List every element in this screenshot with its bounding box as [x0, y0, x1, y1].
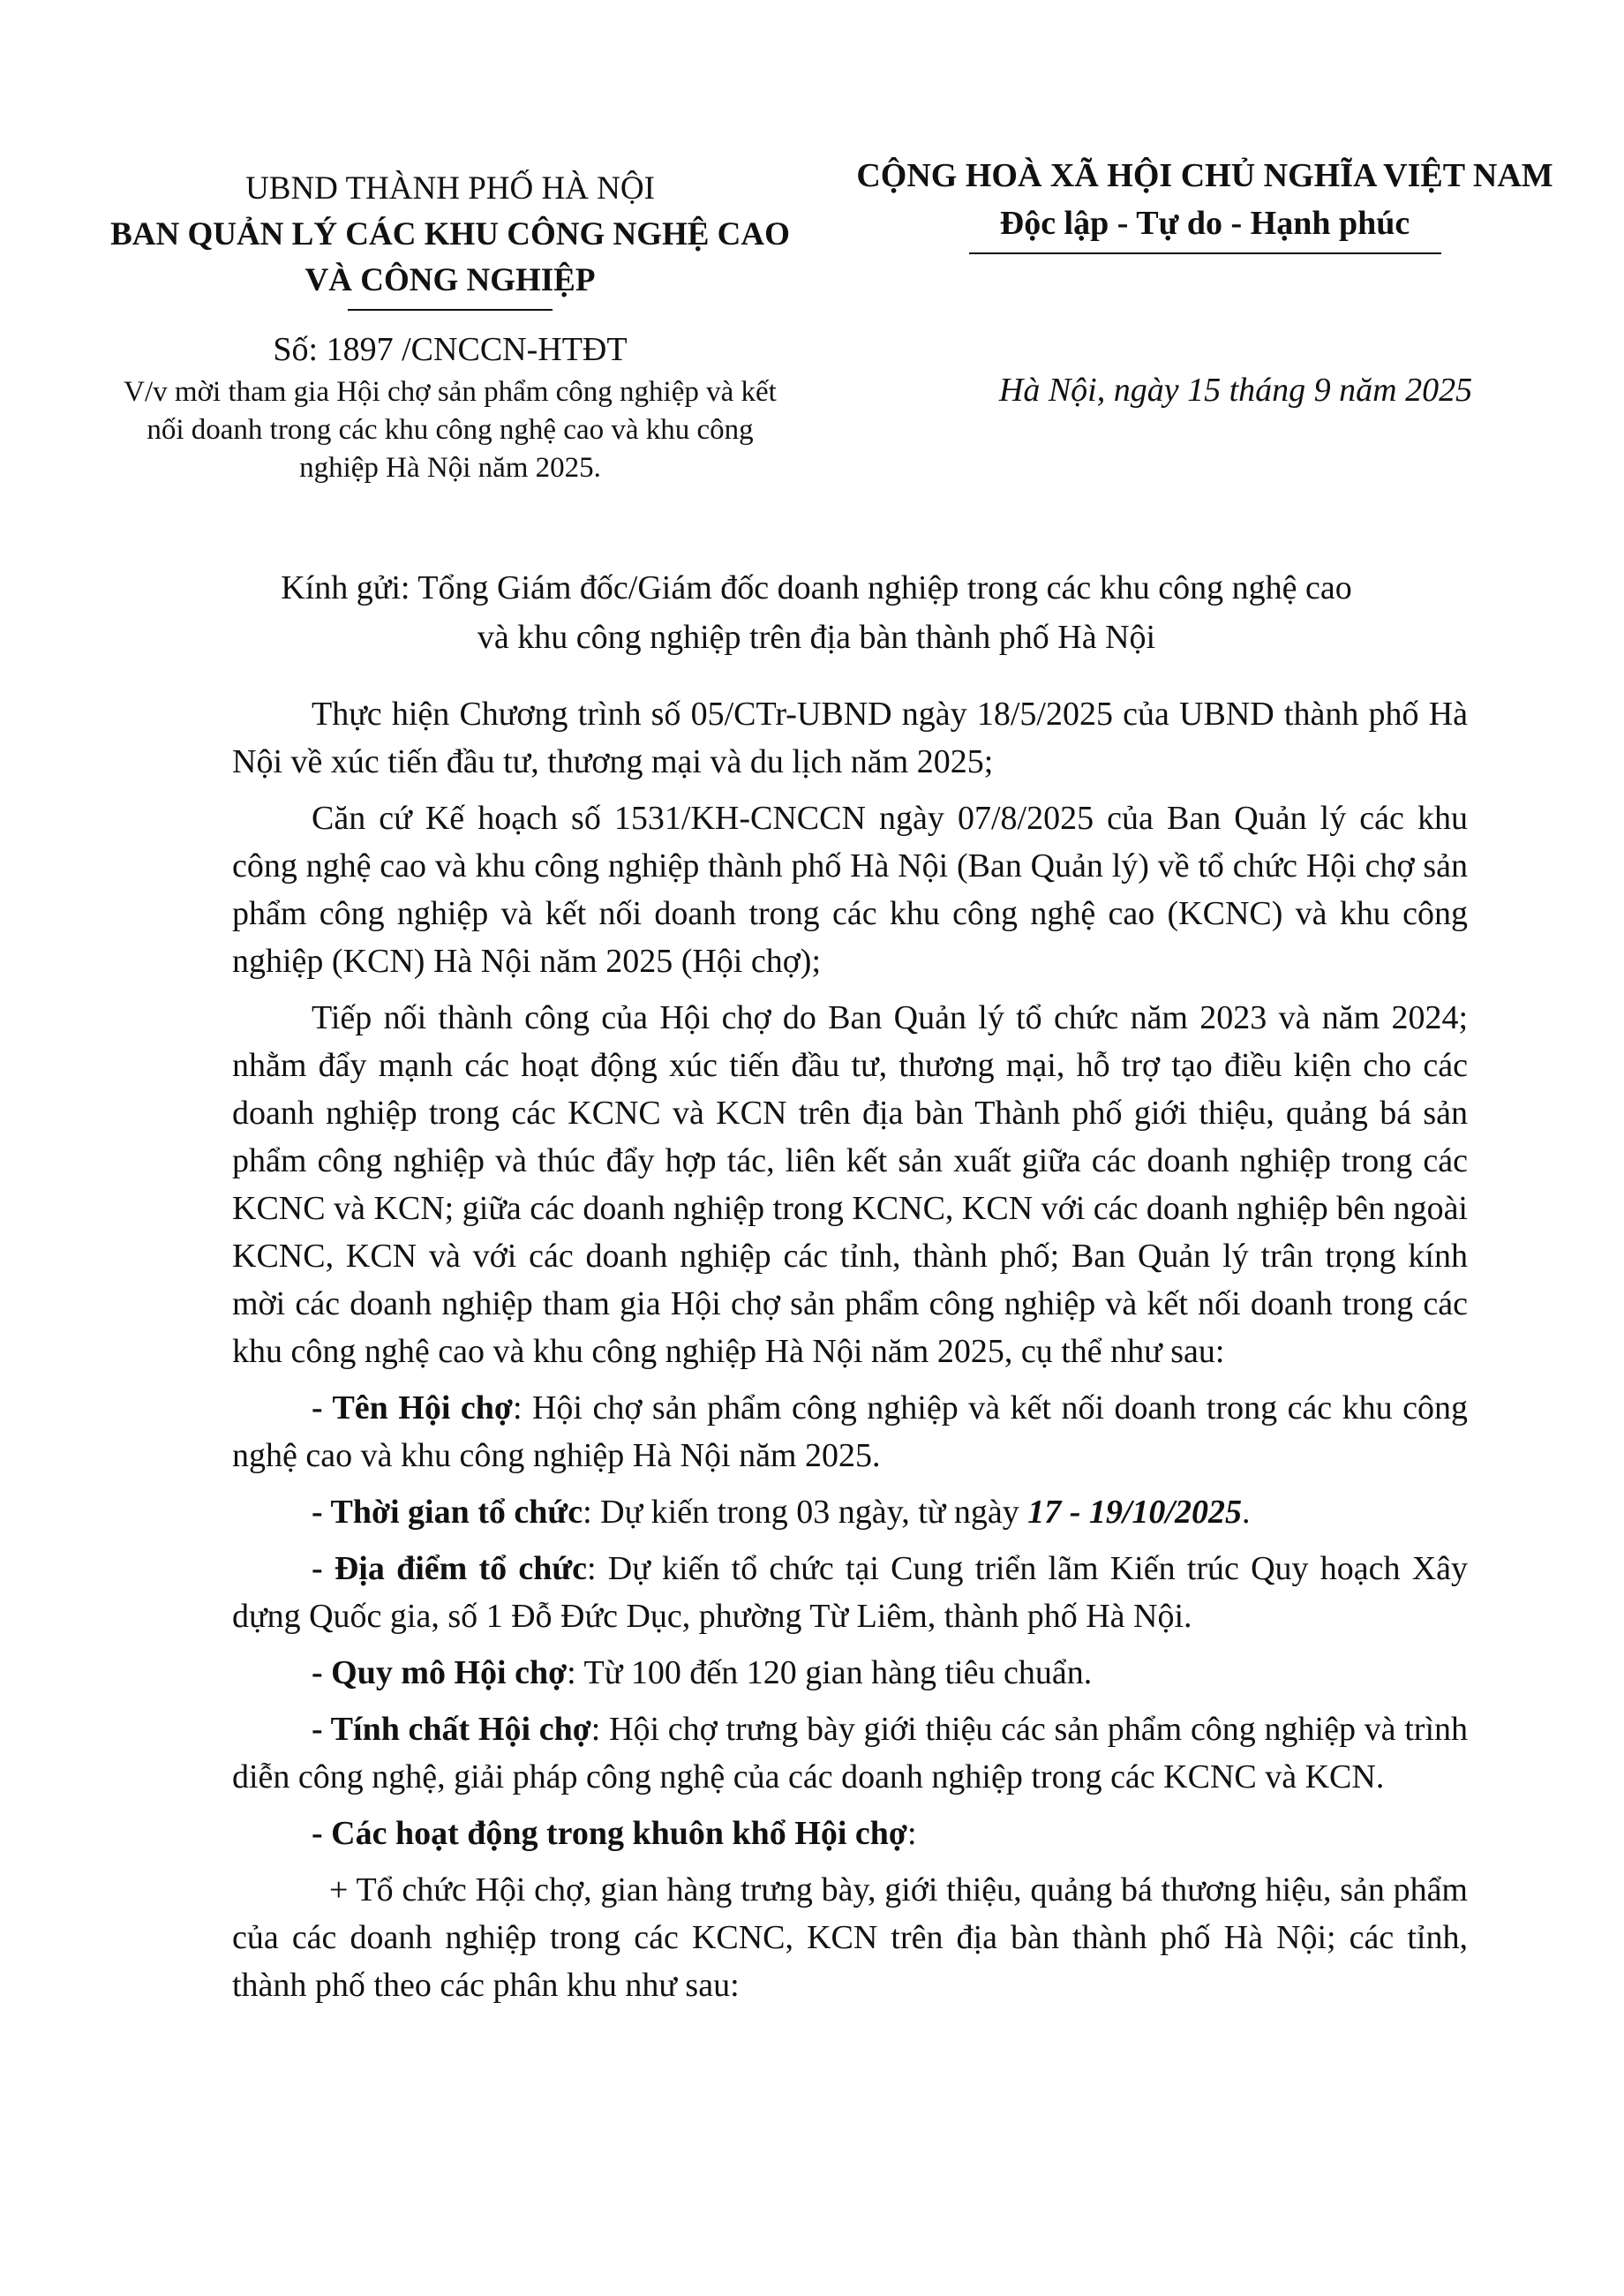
subject-line3: nghiệp Hà Nội năm 2025.: [299, 452, 601, 484]
item-fair-venue: [232, 1545, 1468, 1640]
subject-line2: nối doanh trong các khu công nghệ cao và khu công: [147, 414, 754, 446]
document-number: [71, 327, 830, 373]
item-fair-name: [232, 1384, 1468, 1479]
recipient-line2: và khu công nghiệp trên địa bàn thành phố Hà Nội: [477, 619, 1156, 656]
issuer-name-line2: VÀ CÔNG NGHIỆP: [304, 262, 596, 298]
activity-item-1: + Tổ chức Hội chợ, gian hàng trưng bày, giới thiệu, quảng bá thương hiệu, sản phẩm của các doanh nghiệp trong các KCNC, KCN trên địa bàn thành phố Hà Nội; các tỉnh, thành phố theo các phân khu như sau:: [232, 1871, 1468, 2004]
recipient-line1: Kính gửi: Tổng Giám đốc/Giám đốc doanh nghiệp trong các khu công nghệ cao: [281, 569, 1352, 606]
item-fair-scale: [232, 1649, 1468, 1697]
date-day: 15: [1187, 372, 1222, 409]
date-prefix: Hà Nội, ngày: [998, 372, 1188, 409]
national-header: [816, 152, 1593, 254]
doc-number-prefix: Số:: [273, 331, 327, 368]
paragraph-1: Thực hiện Chương trình số 05/CTr-UBND ngày 18/5/2025 của UBND thành phố Hà Nội về xúc tiến đầu tư, thương mại và du lịch năm 2025;: [232, 696, 1468, 780]
subject-line1: V/v mời tham gia Hội chợ sản phẩm công nghiệp và kết: [124, 376, 777, 408]
issue-date: [918, 371, 1553, 410]
fair-activities-colon: :: [906, 1815, 917, 1852]
fair-venue-label: - Địa điểm tổ chức: [312, 1550, 588, 1587]
fair-nature-value: : Hội chợ trưng bày giới thiệu các sản phẩm công nghiệp và trình diễn công nghệ, giải pháp công nghệ của các doanh nghiệp trong các KCNC và KCN.: [232, 1711, 1468, 1795]
fair-time-end: .: [1242, 1494, 1251, 1531]
fair-time-value: : Dự kiến trong 03 ngày, từ ngày: [583, 1494, 1028, 1531]
doc-number-value: 1897: [326, 331, 394, 368]
fair-nature-label: - Tính chất Hội chợ: [312, 1711, 591, 1748]
fair-name-value: : Hội chợ sản phẩm công nghiệp và kết nối doanh trong các khu công nghệ cao và khu công nghiệp Hà Nội năm 2025.: [232, 1389, 1468, 1474]
motto-underline: [969, 252, 1441, 254]
issuer-block: [71, 166, 830, 486]
item-fair-nature: [232, 1705, 1468, 1801]
fair-venue-value: : Dự kiến tổ chức tại Cung triển lãm Kiến trúc Quy hoạch Xây dựng Quốc gia, số 1 Đỗ Đức Dục, phường Từ Liêm, thành phố Hà Nội.: [232, 1550, 1468, 1635]
item-fair-time: [232, 1488, 1468, 1536]
paragraph-2: Căn cứ Kế hoạch số 1531/KH-CNCCN ngày 07/8/2025 của Ban Quản lý các khu công nghệ cao và khu công nghiệp thành phố Hà Nội (Ban Quản lý) về tổ chức Hội chợ sản phẩm công nghiệp và kết nối doanh trong các khu công nghệ cao (KCNC) và khu công nghiệp (KCN) Hà Nội năm 2025 (Hội chợ);: [232, 800, 1468, 980]
date-suffix: tháng 9 năm 2025: [1221, 372, 1473, 409]
fair-scale-label: - Quy mô Hội chợ: [312, 1654, 568, 1691]
national-title: CỘNG HOÀ XÃ HỘI CHỦ NGHĨA VIỆT NAM: [856, 157, 1553, 194]
issuer-name-line1: BAN QUẢN LÝ CÁC KHU CÔNG NGHỆ CAO: [110, 216, 790, 252]
issuer-underline: [348, 309, 553, 311]
fair-activities-label: - Các hoạt động trong khuôn khổ Hội chợ: [312, 1815, 907, 1852]
national-motto: Độc lập - Tự do - Hạnh phúc: [999, 205, 1410, 242]
fair-name-label: - Tên Hội chợ: [312, 1389, 513, 1427]
fair-dates: 17 - 19/10/2025: [1027, 1494, 1242, 1531]
fair-scale-value: : Từ 100 đến 120 gian hàng tiêu chuẩn.: [567, 1654, 1093, 1691]
item-fair-activities: [232, 1810, 1468, 1857]
doc-number-suffix: /CNCCN-HTĐT: [393, 331, 628, 368]
letter-body: [232, 690, 1468, 2018]
fair-time-label: - Thời gian tổ chức: [312, 1494, 583, 1531]
recipient-block: [177, 563, 1456, 662]
paragraph-3: Tiếp nối thành công của Hội chợ do Ban Quản lý tổ chức năm 2023 và năm 2024; nhằm đẩy mạnh các hoạt động xúc tiến đầu tư, thương mại, hỗ trợ tạo điều kiện cho các doanh nghiệp trong các KCNC và KCN trên địa bàn Thành phố giới thiệu, quảng bá sản phẩm công nghiệp và thúc đẩy hợp tác, liên kết sản xuất giữa các doanh nghiệp trong các KCNC và KCN; giữa các doanh nghiệp trong KCNC, KCN với các doanh nghiệp bên ngoài KCNC, KCN và với các doanh nghiệp các tỉnh, thành phố; Ban Quản lý trân trọng kính mời các doanh nghiệp tham gia Hội chợ sản phẩm công nghiệp và kết nối doanh trong các khu công nghệ cao và khu công nghiệp Hà Nội năm 2025, cụ thể như sau:: [232, 999, 1468, 1370]
issuer-parent: UBND THÀNH PHỐ HÀ NỘI: [245, 170, 655, 207]
